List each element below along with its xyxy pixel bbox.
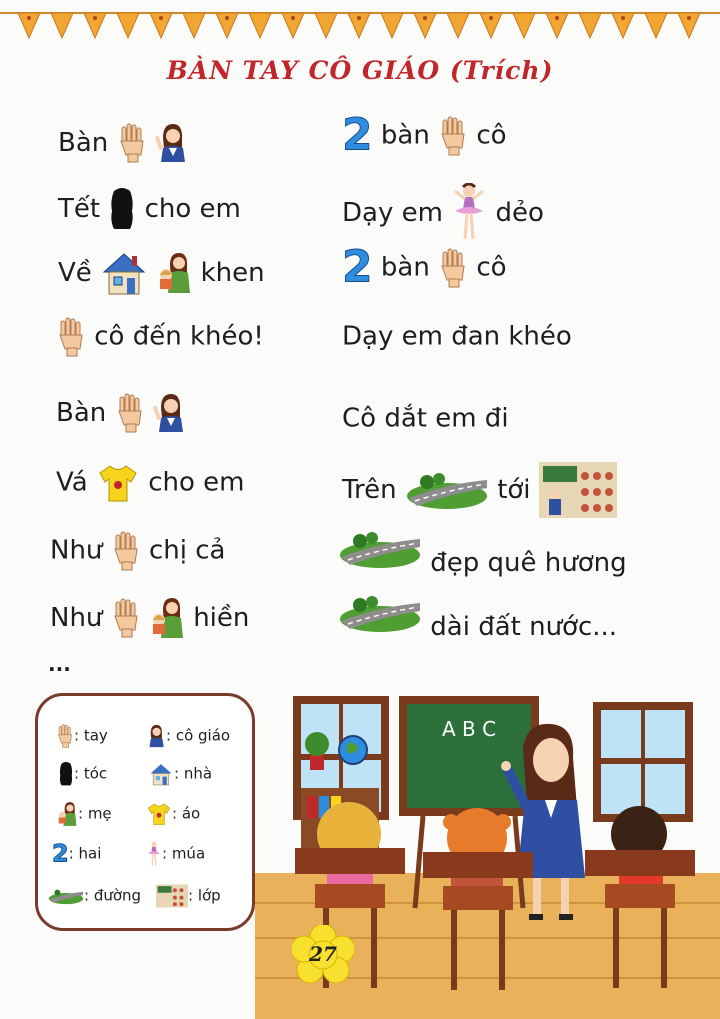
- classroom-icon: [156, 884, 188, 908]
- dancer-icon: [451, 183, 487, 243]
- legend-item-lop: [156, 880, 221, 911]
- hand-icon: [111, 531, 141, 571]
- poem-left-line-5: [56, 392, 187, 434]
- poem-right-line-8: [338, 592, 618, 642]
- poem-word: khen: [200, 258, 265, 288]
- legend-label: : tóc: [74, 764, 108, 783]
- legend-label: : nhà: [174, 764, 213, 783]
- poem-word: Trên: [342, 475, 397, 505]
- page-number: 27: [309, 942, 337, 966]
- poem-right-line-4: [342, 316, 572, 357]
- poem-left-line-1: [58, 122, 189, 164]
- road-icon: [338, 529, 422, 569]
- poem-word: Dạy em: [342, 198, 443, 228]
- house-icon: [148, 762, 174, 786]
- poem-right-line-6: [342, 462, 617, 518]
- poem-right-line-7: [338, 528, 627, 578]
- number-two-icon: 2: [52, 839, 69, 868]
- poem-word: Bàn: [56, 398, 107, 428]
- hand-icon: [115, 393, 145, 433]
- poem-right-line-2: [342, 183, 544, 243]
- poem-word: cho em: [144, 194, 241, 224]
- legend-label: : hai: [68, 844, 102, 863]
- poem-word: dẻo: [495, 198, 544, 228]
- poem-word: Về: [58, 258, 92, 288]
- hand-icon: [438, 116, 468, 156]
- hand-icon: [56, 723, 74, 749]
- poem-word: bàn: [380, 252, 430, 283]
- poem-word: cô: [476, 120, 507, 151]
- poem-word: Cô dắt em đi: [342, 403, 509, 434]
- poem-word: dài đất nước...: [430, 611, 618, 642]
- poem-left-line-2: [58, 187, 241, 231]
- poem-right-line-5: [342, 398, 509, 439]
- legend-label: : lớp: [188, 886, 221, 905]
- teacher-icon: [146, 723, 166, 749]
- poem-word: Dạy em đan khéo: [342, 321, 572, 352]
- teacher-icon: [155, 122, 189, 164]
- poem-word: cho em: [148, 467, 245, 498]
- legend-label: : áo: [172, 804, 201, 823]
- hand-icon: [56, 317, 86, 357]
- legend-label: : đường: [84, 886, 142, 905]
- mother-icon: [56, 801, 78, 827]
- hand-icon: [111, 598, 141, 638]
- poem-word: tới: [497, 475, 531, 505]
- legend-item-toc: [58, 758, 107, 789]
- teacher-icon: [153, 392, 187, 434]
- bunting-decoration: [0, 0, 720, 44]
- poem-title: BÀN TAY CÔ GIÁO (Trích): [166, 56, 554, 85]
- hand-icon: [117, 123, 147, 163]
- hand-icon: [438, 248, 468, 288]
- poem-left-line-7: [50, 530, 225, 571]
- mother-icon: [156, 251, 192, 295]
- road-icon: [405, 470, 489, 510]
- ellipsis: ...: [48, 652, 71, 676]
- road-icon: [338, 593, 422, 633]
- legend-item-ao: [146, 798, 200, 829]
- page-number-badge: [292, 925, 354, 983]
- legend-label: : cô giáo: [166, 726, 231, 745]
- classroom-icon: [539, 462, 617, 518]
- window-right: [593, 702, 693, 822]
- poem-left-line-8: [50, 596, 249, 640]
- hair-icon: [108, 187, 136, 231]
- legend-item-nha: [148, 758, 212, 789]
- poem-word: hiền: [193, 603, 250, 633]
- poem-word: cô đến khéo!: [94, 321, 264, 352]
- house-icon: [100, 250, 148, 296]
- poem-word: đẹp quê hương: [430, 547, 627, 578]
- poem-left-line-4: [56, 316, 264, 357]
- poem-word: Vá: [56, 467, 88, 498]
- shirt-icon: [96, 463, 140, 503]
- poem-word: Như: [50, 535, 103, 566]
- poem-right-line-1: [342, 109, 507, 161]
- poem-left-line-3: [58, 250, 265, 296]
- poem-word: Bàn: [58, 128, 109, 158]
- poem-word: Như: [50, 603, 103, 633]
- poem-word: chị cả: [148, 535, 226, 566]
- poem-word: Tết: [58, 194, 101, 224]
- shirt-icon: [146, 802, 172, 826]
- number-two-icon: 2: [342, 241, 373, 293]
- road-icon: [48, 886, 84, 906]
- legend-item-hai: [52, 838, 101, 869]
- number-two-icon: 2: [342, 109, 373, 161]
- legend-item-duong: [48, 880, 141, 911]
- legend-label: : mẹ: [78, 804, 112, 823]
- poem-left-line-6: [56, 462, 245, 503]
- legend-box: [35, 693, 255, 931]
- poem-word: bàn: [380, 120, 430, 151]
- legend-item-co-giao: [146, 720, 230, 751]
- dancer-icon: [146, 840, 162, 868]
- legend-label: : múa: [162, 844, 206, 863]
- mother-icon: [149, 596, 185, 640]
- poem-word: cô: [476, 252, 507, 283]
- poem-right-line-3: [342, 241, 507, 293]
- legend-item-mua: [146, 838, 205, 869]
- legend-item-tay: [56, 720, 108, 751]
- legend-label: : tay: [74, 726, 108, 745]
- board-text: A B C: [441, 717, 497, 741]
- legend-item-me: [56, 798, 112, 829]
- hair-icon: [58, 760, 74, 788]
